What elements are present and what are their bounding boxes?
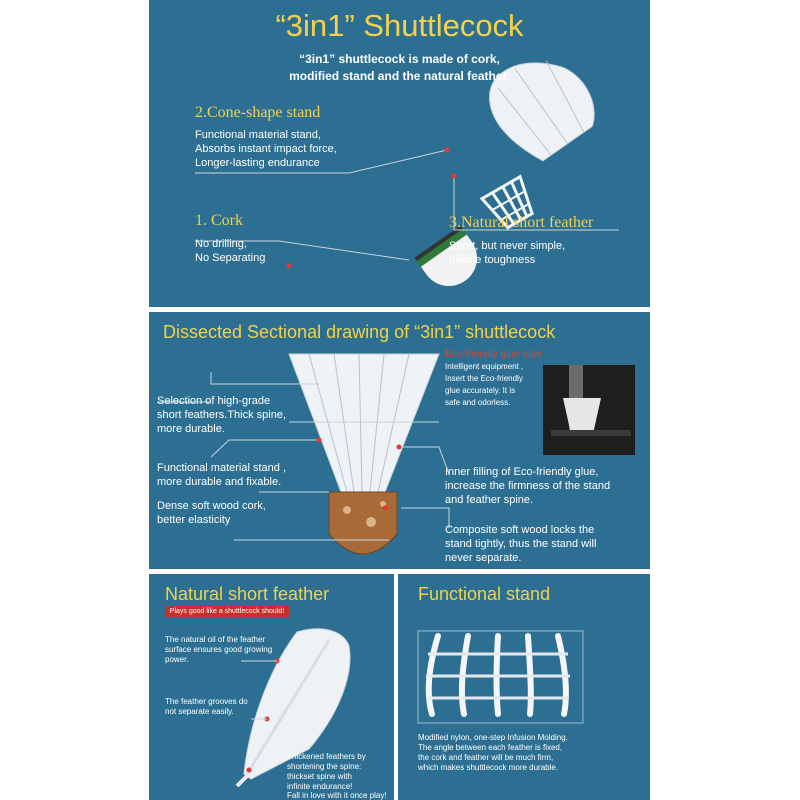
page-title: “3in1” Shuttlecock (275, 8, 524, 43)
composite-desc-2: stand tightly, thus the stand will (445, 538, 597, 550)
top-panel (149, 0, 650, 307)
stand-desc-2: Absorbs instant impact force, (195, 143, 337, 155)
composite-desc-3: never separate. (445, 552, 522, 564)
glue-desc-4: safe and odorless. (445, 398, 511, 407)
thick-desc-3: thickset spine with (287, 772, 352, 781)
feathers-desc-2: short feathers.Thick spine, (157, 409, 287, 421)
stand-bottom-desc-2: The angle between each feather is fixed, (418, 743, 563, 752)
oil-desc-2: surface ensures good growing (165, 645, 273, 654)
grooves-desc-1: The feather grooves do (165, 697, 248, 706)
filling-desc-1: Inner filling of Eco-friendly glue, (445, 466, 599, 478)
bottom-left-panel (149, 574, 394, 800)
grooves-desc-2: not separate easily. (165, 707, 234, 716)
bottom-right-panel (398, 574, 650, 800)
oil-desc-3: power. (165, 655, 189, 664)
section-heading: Dissected Sectional drawing of “3in1” shuttlecock (163, 322, 556, 342)
cork-desc-2: No Separating (195, 252, 266, 264)
feather-desc-2: Infinite toughness (449, 254, 536, 266)
stand-mid-desc-1: Functional material stand , (157, 462, 287, 474)
cork-heading: 1. Cork (195, 212, 243, 229)
feather-desc-1: Short, but never simple, (449, 240, 566, 252)
subtitle-line-2: modified stand and the natural feather. (289, 69, 510, 83)
feathers-desc-3: more durable. (157, 423, 225, 435)
glue-desc-3: glue accurately. It is (445, 386, 516, 395)
stand-section-heading: Functional stand (418, 584, 551, 604)
cork-mid-desc-2: better elasticity (157, 514, 231, 526)
middle-panel (149, 312, 650, 569)
filling-desc-3: and feather spine. (445, 494, 534, 506)
stand-heading: 2.Cone-shape stand (195, 104, 321, 121)
glue-label: Eco-friendly glue tube (445, 349, 542, 360)
tagline-badge (165, 606, 289, 617)
thick-desc-2: shortening the spine: (287, 762, 362, 771)
cork-mid-desc-1: Dense soft wood cork, (157, 500, 266, 512)
composite-desc-1: Composite soft wood locks the (445, 524, 595, 536)
feathers-desc-1: Selection of high-grade (157, 395, 271, 407)
stand-bottom-desc-4: which makes shuttlecock more durable. (418, 763, 559, 772)
feather-heading: 3.Natural short feather (449, 214, 594, 231)
stand-desc-3: Longer-lasting endurance (195, 157, 320, 169)
thick-desc-5: Fall in love with it once play! (287, 791, 387, 800)
stand-bottom-desc-3: the cork and feather will be much firm, (418, 753, 554, 762)
glue-desc-1: Intelligent equipment , (445, 362, 524, 371)
stand-mid-desc-2: more durable and fixable. (157, 476, 282, 488)
thick-desc-1: Thickened feathers by (287, 752, 366, 761)
oil-desc-1: The natural oil of the feather (165, 635, 266, 644)
cork-desc-1: No drilling, (195, 238, 247, 250)
stand-desc-1: Functional material stand, (195, 129, 321, 141)
tagline-text: Plays good like a shuttlecock should! (169, 608, 285, 615)
glue-desc-2: Insert the Eco-friendly (445, 374, 523, 383)
subtitle-line-1: “3in1” shuttlecock is made of cork, (299, 52, 500, 66)
feather-section-heading: Natural short feather (165, 584, 330, 604)
thick-desc-4: infinite endurance! (287, 782, 353, 791)
stand-bottom-desc-1: Modified nylon, one-step Infusion Molding. (418, 733, 568, 742)
filling-desc-2: increase the firmness of the stand (445, 480, 611, 492)
